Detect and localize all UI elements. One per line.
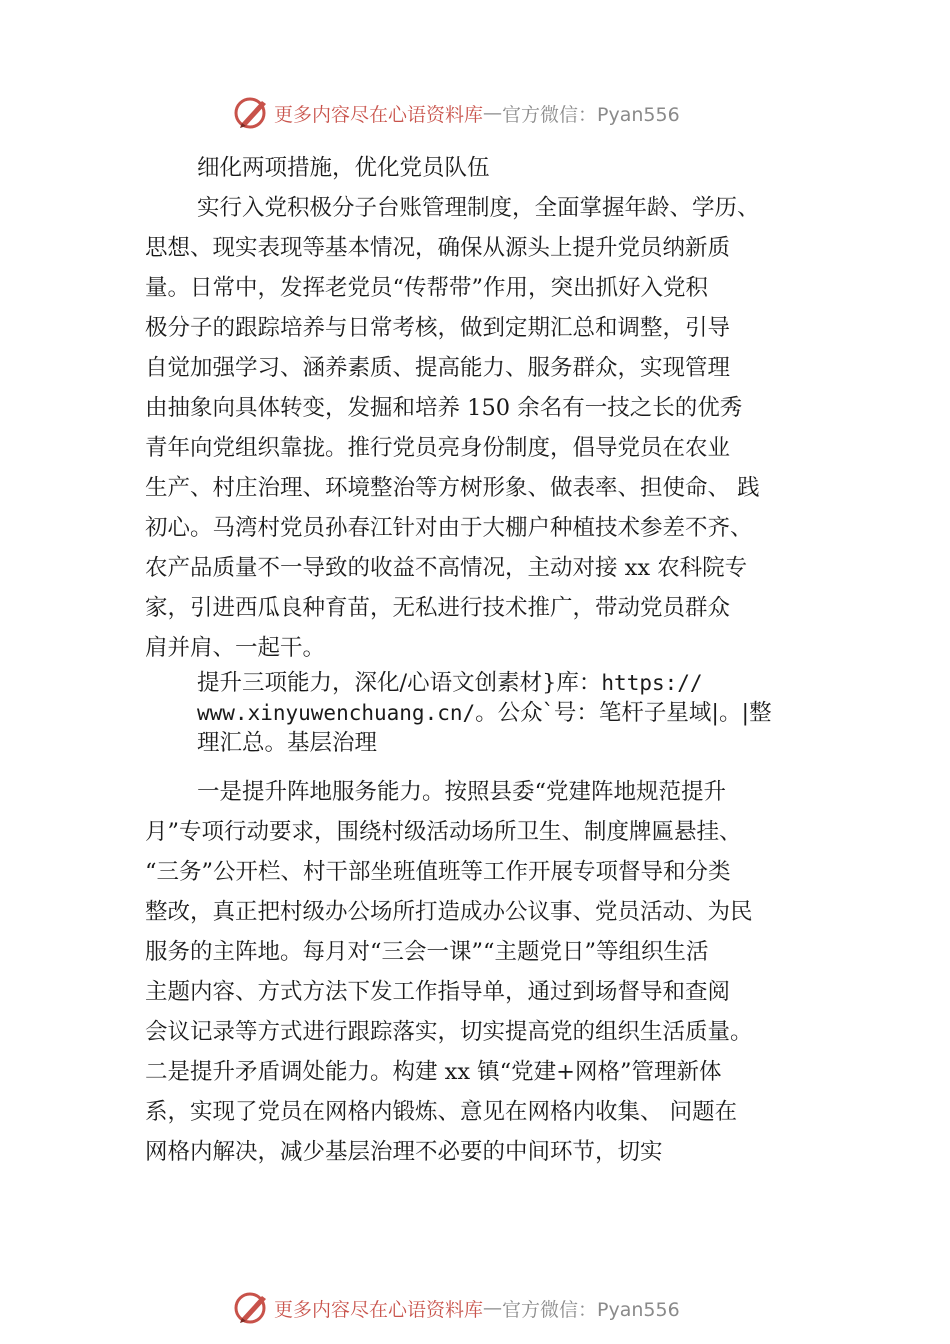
pen-logo-icon — [232, 93, 272, 133]
paragraph-line: 肩并肩、一起干。 — [145, 635, 326, 661]
paragraph-line: 系，实现了党员在网格内锻炼、意见在网格内收集、 问题在 — [145, 1099, 738, 1125]
spacer — [145, 758, 825, 772]
banner-separator: — — [483, 1297, 503, 1319]
paragraph-1 — [145, 188, 825, 668]
paragraph-line: 青年向党组织靠拢。推行党员亮身份制度，倡导党员在农业 — [145, 435, 731, 461]
section-heading-2 — [145, 668, 825, 758]
paragraph-line: 思想、现实表现等基本情况，确保从源头上提升党员纳新质 — [145, 235, 731, 261]
paragraph-line: 二是提升矛盾调处能力。构建 xx 镇“党建+网格”管理新体 — [145, 1059, 722, 1085]
heading-text: 提升三项能力，深化/心语文创素材}库： — [197, 670, 602, 696]
document-body — [145, 148, 825, 1172]
paragraph-line: 家，引进西瓜良种育苗，无私进行技术推广，带动党员群众 — [145, 595, 731, 621]
paragraph-line: 由抽象向具体转变，发掘和培养 150 余名有一技之长的优秀 — [145, 395, 743, 421]
heading-line — [197, 668, 825, 698]
paragraph-line: 会议记录等方式进行跟踪落实，切实提高党的组织生活质量。 — [145, 1019, 753, 1045]
paragraph-line: 服务的主阵地。每月对“三会一课”“主题党日”等组织生活 — [145, 939, 709, 965]
heading-text: 。公众`号：笔杆子星域|。|整 — [475, 700, 772, 726]
banner-title: 更多内容尽在心语资料库 — [274, 103, 484, 126]
heading-line: 理汇总。基层治理 — [197, 730, 378, 756]
paragraph-line: 量。日常中，发挥老党员“传帮带”作用，突出抓好入党积 — [145, 275, 709, 301]
paragraph-line: 整改，真正把村级办公场所打造成办公议事、党员活动、为民 — [145, 899, 753, 925]
paragraph-line: 网格内解决，减少基层治理不必要的中间环节，切实 — [145, 1139, 663, 1165]
paragraph-line: 自觉加强学习、涵养素质、提高能力、服务群众，实现管理 — [145, 355, 731, 381]
pen-logo-icon — [232, 1288, 272, 1328]
banner-contact: 官方微信：Pyan556 — [502, 103, 680, 126]
banner-separator: — — [483, 102, 503, 124]
paragraph-2 — [145, 772, 825, 1172]
paragraph-line: “三务”公开栏、村干部坐班值班等工作开展专项督导和分类 — [145, 859, 731, 885]
banner-title: 更多内容尽在心语资料库 — [274, 1298, 484, 1321]
paragraph-line: 生产、村庄治理、环境整治等方树形象、做表率、担使命、 践 — [145, 475, 760, 501]
url-text: https:// — [601, 671, 703, 695]
banner-contact: 官方微信：Pyan556 — [502, 1298, 680, 1321]
paragraph-line: 主题内容、方式方法下发工作指导单，通过到场督导和查阅 — [145, 979, 731, 1005]
paragraph-line: 一是提升阵地服务能力。按照县委“党建阵地规范提升 — [197, 779, 727, 805]
footer-banner — [232, 1288, 680, 1328]
paragraph-line: 农产品质量不一导致的收益不高情况，主动对接 xx 农科院专 — [145, 555, 748, 581]
paragraph-line: 极分子的跟踪培养与日常考核，做到定期汇总和调整，引导 — [145, 315, 731, 341]
heading-line — [197, 698, 825, 728]
paragraph-line: 月”专项行动要求，围绕村级活动场所卫生、制度牌匾悬挂、 — [145, 819, 742, 845]
header-banner — [232, 93, 680, 133]
paragraph-line: 初心。马湾村党员孙春江针对由于大棚户种植技术参差不齐、 — [145, 515, 753, 541]
url-text: www.xinyuwenchuang.cn/ — [197, 701, 476, 725]
paragraph-line: 实行入党积极分子台账管理制度，全面掌握年龄、学历、 — [197, 195, 760, 221]
section-heading-1: 细化两项措施，优化党员队伍 — [197, 155, 490, 181]
